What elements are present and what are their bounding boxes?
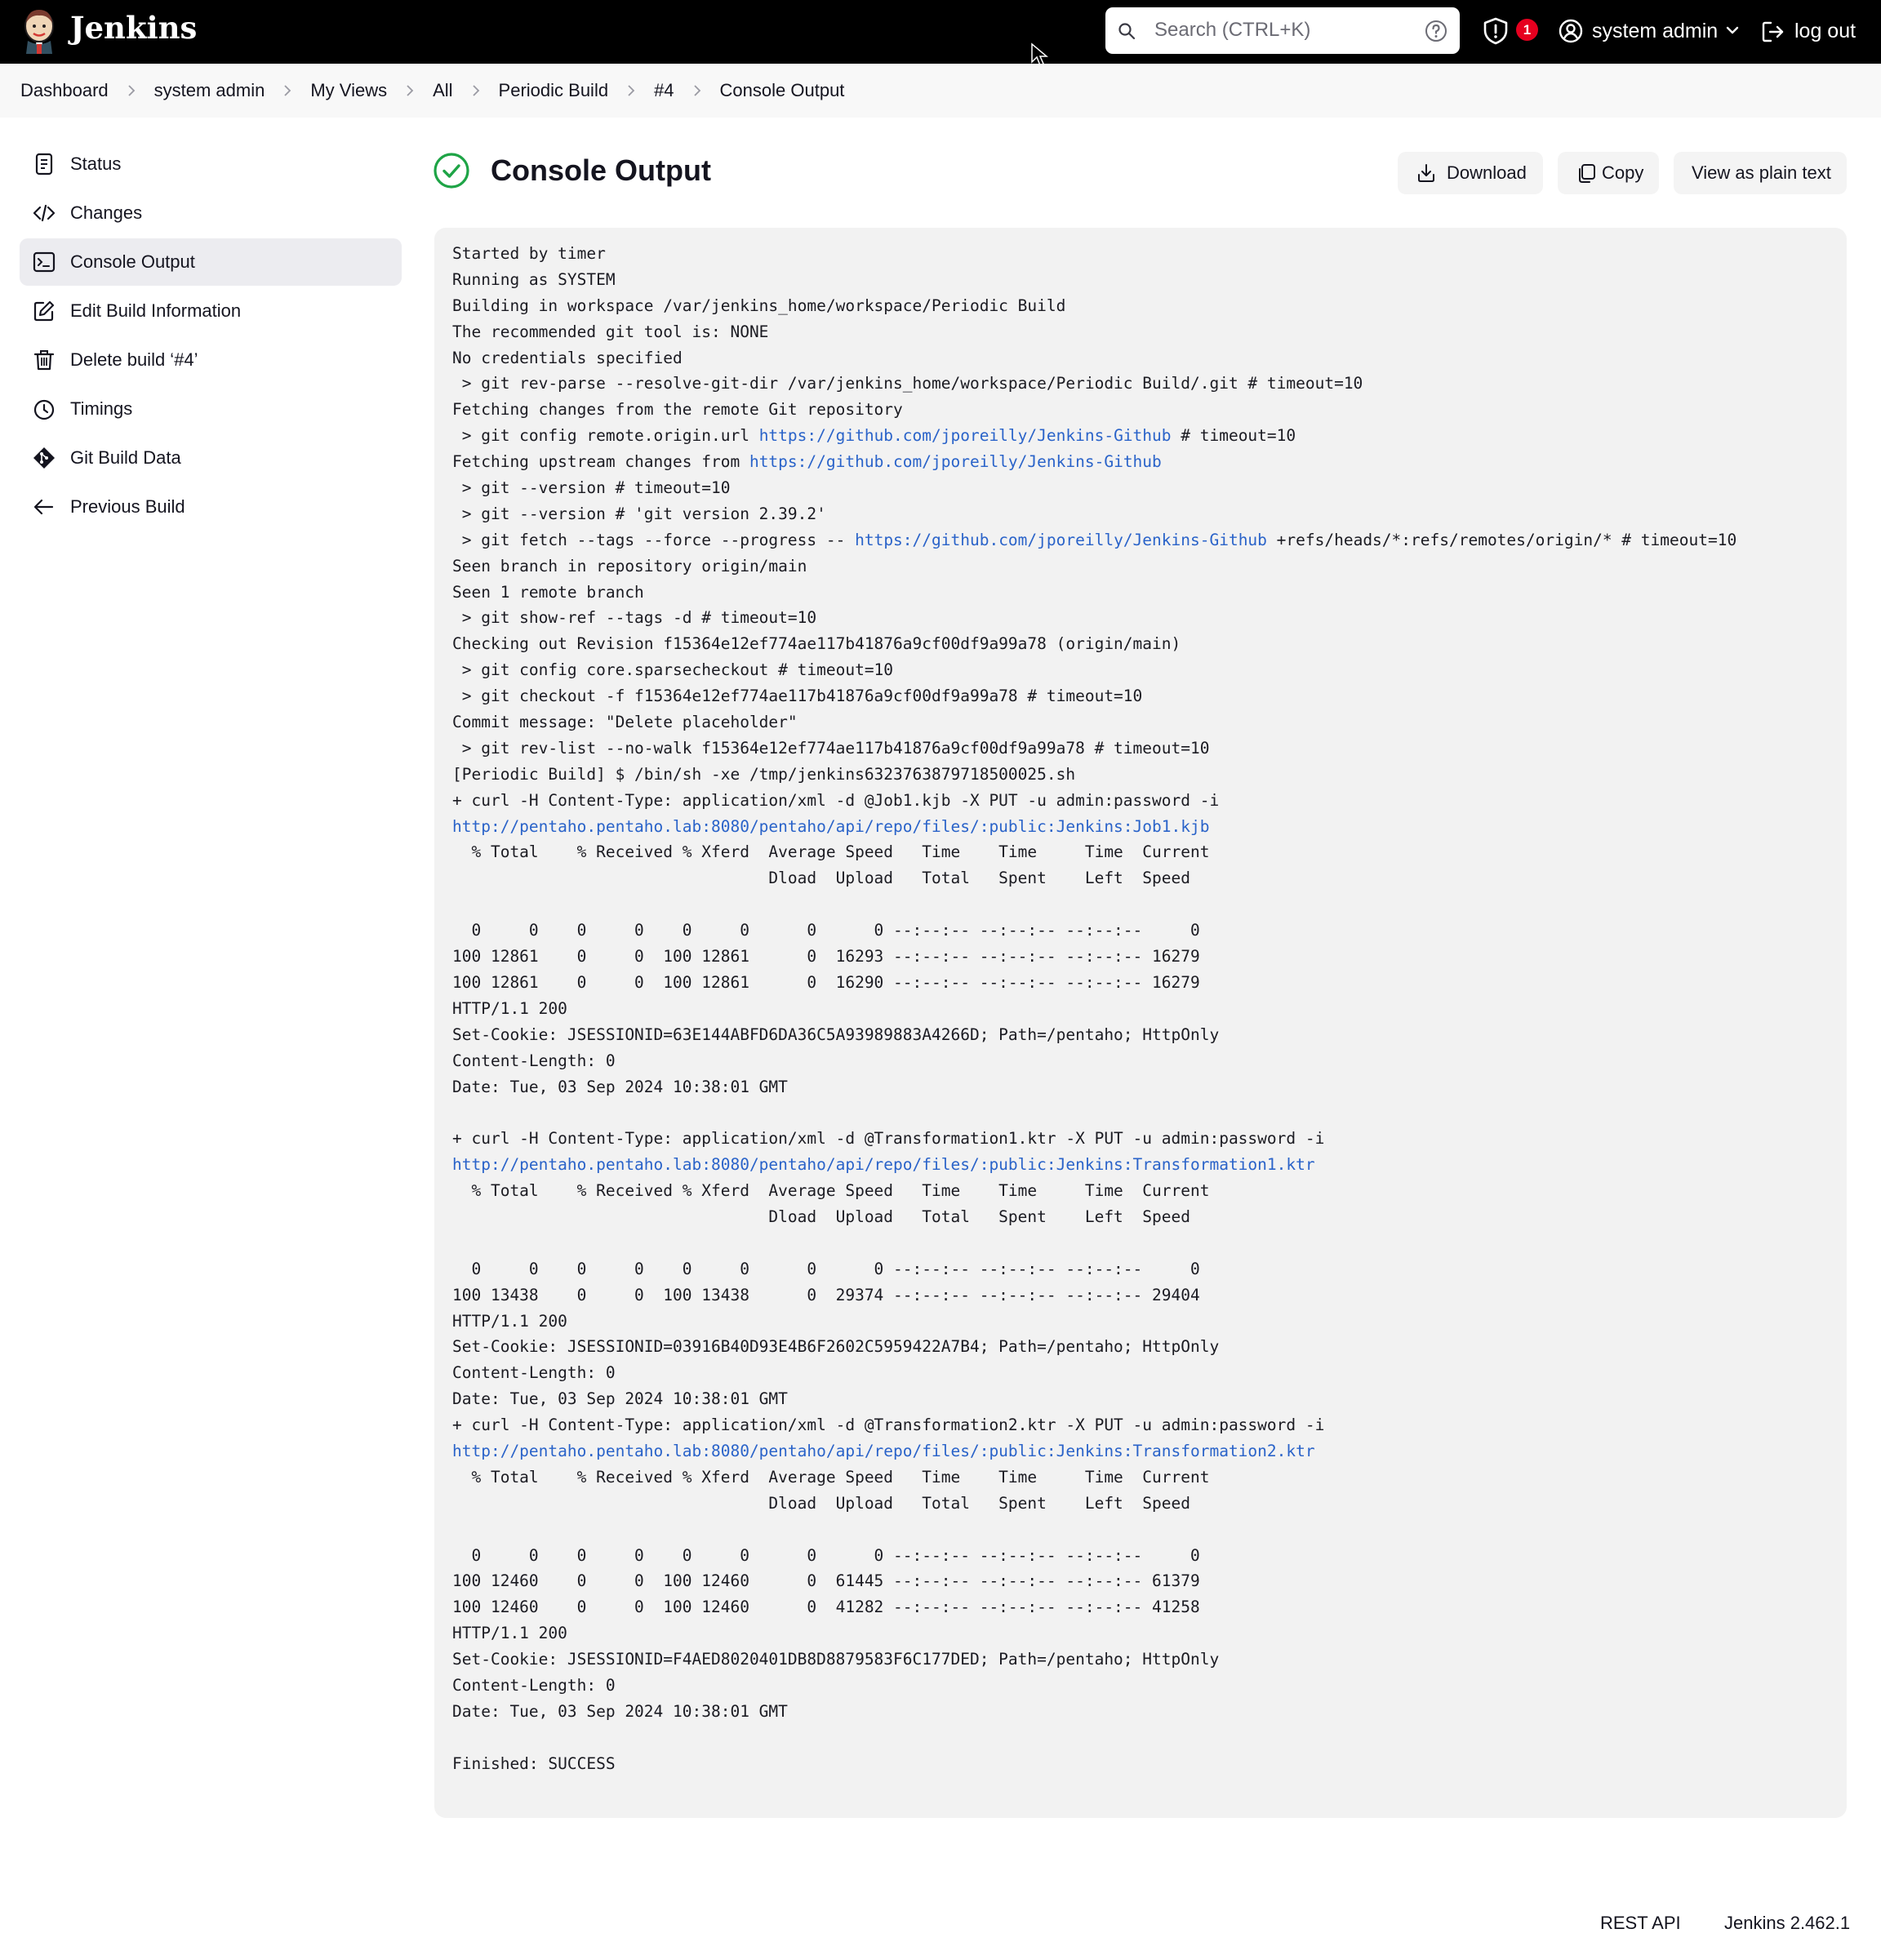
console-log[interactable] (452, 241, 1840, 1777)
search-box[interactable] (1105, 7, 1460, 54)
breadcrumb-all[interactable]: All (433, 80, 453, 100)
console-line: HTTP/1.1 200 (452, 1624, 567, 1643)
console-line: Seen branch in repository origin/main (452, 556, 807, 576)
console-line-text: > git fetch --tags --force --progress -- (452, 530, 856, 549)
sidebar-item-edit-build-information[interactable] (20, 287, 402, 335)
console-line: Content-Length: 0 (452, 1051, 616, 1070)
chevron-right-icon (625, 83, 637, 98)
console-line: Finished: SUCCESS (452, 1753, 616, 1773)
console-line: > git --version # 'git version 2.39.2' (452, 504, 826, 523)
rest-api-link[interactable]: REST API (1600, 1913, 1681, 1933)
sidebar-item-label[interactable]: Console Output (70, 251, 195, 272)
top-header (0, 0, 1881, 64)
console-line: HTTP/1.1 200 (452, 1311, 567, 1331)
security-badge[interactable]: 1 (1516, 19, 1538, 41)
download-icon (1416, 162, 1437, 184)
breadcrumb-my-views[interactable]: My Views (310, 80, 388, 100)
console-line: % Total % Received % Xferd Average Speed Time Time Time Current (452, 1467, 1210, 1487)
console-line: % Total % Received % Xferd Average Speed Time Time Time Current (452, 842, 1210, 862)
download-button[interactable] (1398, 152, 1543, 194)
console-line: Date: Tue, 03 Sep 2024 10:38:01 GMT (452, 1701, 788, 1721)
console-line: > git checkout -f f15364e12ef774ae117b41876a9cf00df9a99a78 # timeout=10 (452, 687, 1143, 706)
sidebar-item-label[interactable]: Timings (70, 398, 133, 419)
sidebar-item-label[interactable]: Status (70, 153, 122, 174)
console-line: 100 12460 0 0 100 12460 0 61445 --:--:-- --:--:-- --:--:-- 61379 (452, 1571, 1200, 1591)
console-line (452, 1438, 1840, 1464)
search-icon (1117, 21, 1136, 41)
console-line: Content-Length: 0 (452, 1363, 616, 1383)
console-line: No credentials specified (452, 348, 683, 367)
console-line: Dload Upload Total Spent Left Speed (452, 1493, 1190, 1513)
console-line: Set-Cookie: JSESSIONID=63E144ABFD6DA36C5A93989883A4266D; Path=/pentaho; HttpOnly (452, 1024, 1220, 1044)
copy-button[interactable] (1558, 152, 1659, 194)
git-icon (33, 447, 56, 469)
console-line (452, 423, 1840, 449)
console-line: % Total % Received % Xferd Average Speed Time Time Time Current (452, 1181, 1210, 1201)
console-line (452, 449, 1840, 475)
console-link[interactable]: http://pentaho.pentaho.lab:8080/pentaho/api/repo/files/:public:Jenkins:Transformation1.ktr (452, 1155, 1315, 1175)
console-link[interactable]: https://github.com/jporeilly/Jenkins-Github (855, 530, 1267, 549)
trash-icon (33, 349, 56, 371)
code-icon (33, 202, 56, 224)
console-line: > git config core.sparsecheckout # timeout=10 (452, 660, 894, 680)
chevron-right-icon (470, 83, 482, 98)
console-line: Dload Upload Total Spent Left Speed (452, 1207, 1190, 1226)
chevron-right-icon (691, 83, 703, 98)
console-link[interactable]: http://pentaho.pentaho.lab:8080/pentaho/api/repo/files/:public:Jenkins:Transformation2.ktr (452, 1441, 1315, 1460)
success-check-icon (433, 152, 470, 189)
console-line (452, 527, 1840, 553)
console-line: > git show-ref --tags -d # timeout=10 (452, 608, 817, 628)
sidebar-item-label[interactable]: Changes (70, 202, 143, 223)
help-icon[interactable] (1424, 19, 1448, 43)
jenkins-version-link[interactable]: Jenkins 2.462.1 (1724, 1913, 1851, 1933)
chevron-right-icon (282, 83, 293, 98)
download-label[interactable]: Download (1447, 162, 1527, 183)
view-plain-text-label[interactable]: View as plain text (1692, 162, 1831, 183)
console-line: Date: Tue, 03 Sep 2024 10:38:01 GMT (452, 1389, 788, 1409)
breadcrumb-build-number[interactable]: #4 (654, 80, 674, 100)
console-line: Seen 1 remote branch (452, 582, 644, 602)
copy-label[interactable]: Copy (1602, 162, 1644, 183)
page-title: Console Output (491, 153, 711, 187)
console-line-text: # timeout=10 (1171, 426, 1296, 446)
console-line: Set-Cookie: JSESSIONID=F4AED8020401DB8D8879583F6C177DED; Path=/pentaho; HttpOnly (452, 1650, 1220, 1669)
sidebar-item-delete-build[interactable] (20, 336, 402, 384)
user-avatar-icon (1558, 18, 1584, 44)
console-line (452, 1517, 1840, 1543)
status-icon (33, 153, 56, 176)
sidebar-item-label[interactable]: Git Build Data (70, 447, 181, 468)
sidebar-item-label[interactable]: Edit Build Information (70, 300, 242, 321)
console-line: + curl -H Content-Type: application/xml -d @Transformation1.ktr -X PUT -u admin:password -i (452, 1129, 1325, 1149)
sidebar-item-label[interactable]: Delete build ‘#4’ (70, 349, 198, 370)
console-line: > git rev-parse --resolve-git-dir /var/jenkins_home/workspace/Periodic Build/.git # timeout=10 (452, 374, 1363, 393)
console-line: Content-Length: 0 (452, 1675, 616, 1695)
console-line: 0 0 0 0 0 0 0 0 --:--:-- --:--:-- --:--:-- 0 (452, 921, 1200, 940)
edit-icon (33, 300, 56, 322)
console-line: Building in workspace /var/jenkins_home/workspace/Periodic Build (452, 296, 1066, 315)
console-link[interactable]: http://pentaho.pentaho.lab:8080/pentaho/api/repo/files/:public:Jenkins:Job1.kjb (452, 816, 1210, 836)
console-output-panel[interactable] (434, 228, 1847, 1818)
console-line: + curl -H Content-Type: application/xml -d @Job1.kjb -X PUT -u admin:password -i (452, 790, 1220, 810)
console-line: > git --version # timeout=10 (452, 478, 731, 498)
console-line: 100 12460 0 0 100 12460 0 41282 --:--:-- --:--:-- --:--:-- 41258 (452, 1598, 1200, 1617)
sidebar-item-changes[interactable] (20, 189, 402, 237)
sidebar-item-console-output[interactable] (20, 238, 402, 286)
console-line (452, 891, 1840, 918)
security-shield-icon[interactable] (1483, 17, 1509, 45)
sidebar-item-label[interactable]: Previous Build (70, 496, 185, 517)
breadcrumb-dashboard[interactable]: Dashboard (20, 80, 109, 100)
terminal-icon (33, 251, 56, 273)
sidebar-item-timings[interactable] (20, 385, 402, 433)
console-line (452, 1230, 1840, 1256)
console-line: Started by timer (452, 244, 606, 263)
console-line: Dload Upload Total Spent Left Speed (452, 869, 1190, 888)
breadcrumb-console-output[interactable]: Console Output (719, 80, 845, 100)
console-line: > git rev-list --no-walk f15364e12ef774ae117b41876a9cf00df9a99a78 # timeout=10 (452, 738, 1210, 758)
console-line: Fetching changes from the remote Git repository (452, 400, 903, 420)
console-line: Running as SYSTEM (452, 269, 616, 289)
search-placeholder[interactable]: Search (CTRL+K) (1154, 19, 1311, 41)
console-line: Checking out Revision f15364e12ef774ae117b41876a9cf00df9a99a78 (origin/main) (452, 634, 1181, 654)
console-line (452, 814, 1840, 840)
console-line: Date: Tue, 03 Sep 2024 10:38:01 GMT (452, 1077, 788, 1096)
console-line: The recommended git tool is: NONE (452, 322, 769, 341)
copy-icon (1576, 162, 1597, 184)
logout-icon (1760, 19, 1786, 45)
user-name[interactable]: system admin (1592, 20, 1719, 42)
console-line: [Periodic Build] $ /bin/sh -xe /tmp/jenkins6323763879718500025.sh (452, 764, 1076, 784)
arrow-left-icon (33, 496, 56, 518)
sidebar-item-previous-build[interactable] (20, 483, 402, 531)
sidebar (20, 140, 402, 532)
console-line: 100 12861 0 0 100 12861 0 16293 --:--:-- --:--:-- --:--:-- 16279 (452, 947, 1200, 967)
console-line: Commit message: "Delete placeholder" (452, 713, 798, 732)
brand-name[interactable]: Jenkins (70, 10, 198, 46)
chevron-right-icon (404, 83, 416, 98)
chevron-right-icon (126, 83, 137, 98)
console-line: 0 0 0 0 0 0 0 0 --:--:-- --:--:-- --:--:-- 0 (452, 1259, 1200, 1278)
console-line: + curl -H Content-Type: application/xml -d @Transformation2.ktr -X PUT -u admin:password -i (452, 1416, 1325, 1435)
console-line (452, 1152, 1840, 1178)
view-plain-text-button[interactable] (1674, 152, 1847, 194)
console-line-text: > git config remote.origin.url (452, 426, 759, 446)
console-line: 0 0 0 0 0 0 0 0 --:--:-- --:--:-- --:--:-- 0 (452, 1545, 1200, 1565)
console-line-text: +refs/heads/*:refs/remotes/origin/* # timeout=10 (1266, 530, 1737, 549)
breadcrumb-periodic-build[interactable]: Periodic Build (498, 80, 609, 100)
console-line: 100 12861 0 0 100 12861 0 16290 --:--:-- --:--:-- --:--:-- 16279 (452, 972, 1200, 992)
sidebar-item-status[interactable] (20, 140, 402, 188)
console-line-text: Fetching upstream changes from (452, 452, 749, 472)
breadcrumb-system-admin[interactable]: system admin (153, 80, 265, 100)
stopwatch-icon (33, 398, 56, 420)
jenkins-logo-icon[interactable] (20, 7, 59, 56)
logout-label[interactable]: log out (1794, 20, 1857, 42)
console-link[interactable]: https://github.com/jporeilly/Jenkins-Github (749, 452, 1162, 472)
console-link[interactable]: https://github.com/jporeilly/Jenkins-Github (758, 426, 1172, 446)
chevron-down-icon[interactable] (1725, 24, 1740, 36)
console-line: 100 13438 0 0 100 13438 0 29374 --:--:-- --:--:-- --:--:-- 29404 (452, 1285, 1200, 1304)
console-line: Set-Cookie: JSESSIONID=03916B40D93E4B6F2602C5959422A7B4; Path=/pentaho; HttpOnly (452, 1337, 1220, 1357)
sidebar-item-git-build-data[interactable] (20, 434, 402, 482)
breadcrumb (0, 64, 1881, 118)
console-line (452, 1725, 1840, 1751)
console-line (452, 1100, 1840, 1126)
console-line: HTTP/1.1 200 (452, 998, 567, 1018)
